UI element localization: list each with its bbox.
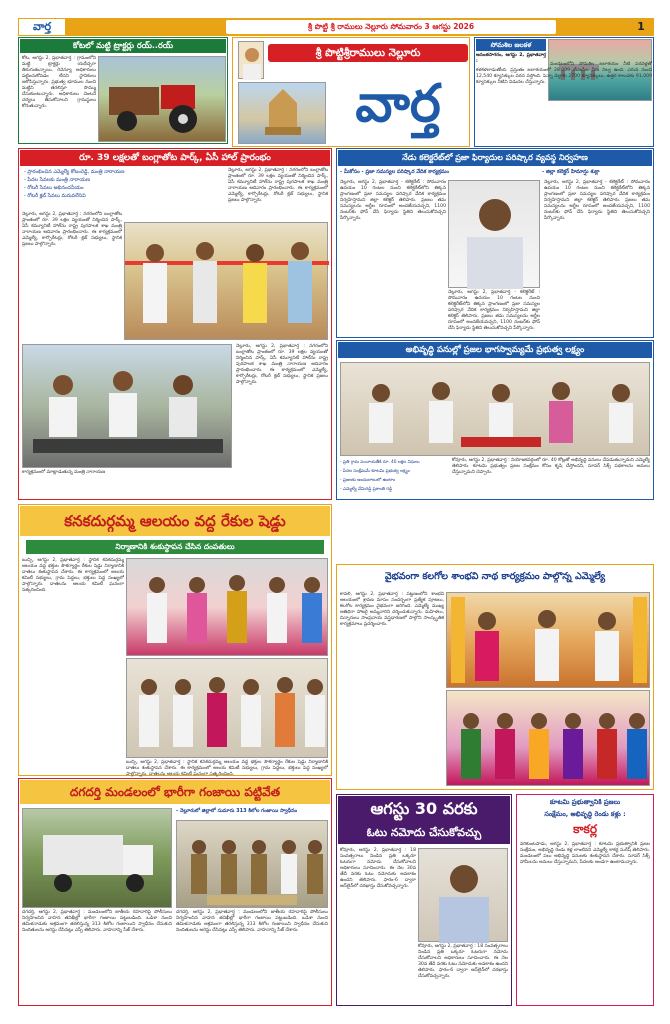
voter-photo	[418, 848, 508, 942]
welfare-header2: సంక్షేమం, అభివృద్ధి రెండు కళ్లు :	[544, 810, 626, 818]
ganja-photo-left	[22, 808, 172, 908]
collector-photo	[448, 180, 540, 288]
festival-photo-top	[446, 592, 650, 688]
development-bullet: - ఎమ్మెల్యే వేమిరెడ్డి ప్రశాంతి రెడ్డి	[340, 487, 393, 492]
festival-photo-bottom	[446, 690, 650, 786]
temple-photo-bottom	[126, 658, 328, 758]
welfare-header: కూటమి ప్రభుత్వానికి ప్రజలు	[549, 798, 621, 806]
development-bullet: - పేదల సంక్షేమమే కూటమి ప్రభుత్వ లక్ష్యం	[340, 469, 410, 474]
date-line: శ్రీ పొట్టి శ్రీ రాములు నెల్లూరు సోమవారం 3 ఆగస్టు 2026	[226, 20, 556, 34]
temple-photo-top	[126, 558, 328, 656]
somasila-dateline: అనంతసాగరం, ఆగస్టు 2, ప్రభాతవార్త :	[476, 53, 546, 64]
ganja-header: దగదర్తి మండలంలో భారీగా గంజాయి పట్టివేత	[20, 780, 330, 804]
page-number: 1	[637, 20, 645, 33]
people-icon	[127, 559, 329, 657]
festival-header: వైభవంగా కలగోల శాంభవి నాథ కార్యక్రమం పాల్గొన్న ఎమ్మెల్యే	[338, 566, 652, 588]
collector-subheader: - మీకోసం - ప్రజా సమస్యల పరిష్కార వేదిక కార్యక్రమం	[340, 169, 449, 175]
main-logo: వార్త	[355, 73, 441, 134]
truck-icon	[23, 809, 173, 909]
festival-body: కావలి, ఆగస్టు 2, ప్రభాతవార్త : పట్టణంలోని శాంభవి ఆలయంలో శ్రావణ మాసం సందర్భంగా ప్రత్యేక పూజలు, కలగోల కార్యక్రమం వైభవంగా జరిగింది. ఎమ్మెల్యే ముఖ్య అతిథిగా హాజరై అమ్మవారిని దర్శించుకున్నారు. మహిళలు, చిన్నారులు సాంప్రదాయ వస్త్రధారణలో పాల్గొని సాంస్కృతిక కార్యక్రమాలు ప్రదర్శించారు.	[340, 592, 444, 627]
temple-icon	[239, 83, 327, 145]
welfare-body: వరికుంటపాడు, ఆగస్టు 2, ప్రభాతవార్త : కూటమి ప్రభుత్వానికి ప్రజల సంక్షేమం, అభివృద్ధి రెండు కళ్ల లాంటివని ఎమ్మెల్యే కాకర్ల సురేష్ తెలిపారు. మండలంలో పలు అభివృద్ధి పనులకు శంకుస్థాపన చేశారు. సూపర్ సిక్స్ హామీలను అమలు చేస్తున్నామని, పేదలకు అండగా ఉంటామన్నారు.	[520, 842, 650, 865]
small-logo-text: వార్త	[32, 20, 52, 33]
park-bullet: - రోటరీ క్లబ్ సేవలు మరువలేనివి	[24, 193, 86, 199]
ganja-photo-right	[176, 820, 328, 908]
edition-title: శ్రీ పొట్టిశ్రీరాములు నెల్లూరు	[268, 44, 468, 62]
collector-body-right: నెల్లూరు, ఆగస్టు 2, ప్రభాతవార్త - కలెక్టరేట్ : సోమవారం ఉదయం 10 గంటల నుంచి కలెక్టరేట్‌లోని తిక్కన ప్రాంగణంలో ప్రజా సమస్యల పరిష్కార వేదిక కార్యక్రమం నిర్వహిస్తామని జిల్లా కలెక్టర్ తెలిపారు. ప్రజలు తమ సమస్యలను అర్జీల రూపంలో అందజేయవచ్చని, 1100 నంబర్‌కు ఫోన్ చేసి ఫిర్యాదు స్థితిని తెలుసుకోవచ్చని పేర్కొన్నారు.	[544, 180, 650, 221]
park-bullet: - పేదల సేవలకు మంత్రి నారాయణ	[24, 177, 90, 183]
development-bullet: - ప్రజలకు అందుబాటులో ఉంటాం	[340, 478, 396, 483]
voter-body-right: కోవూరు, ఆగస్టు 2, ప్రభాతవార్త : 18 సంవత్సరాలు నిండిన ప్రతి ఒక్కరూ ఓటరుగా నమోదు చేసుకోవాలని అధికారులు సూచించారు. ఈ నెల 30వ తేదీ వరకు ఓటు నమోదుకు అవకాశం ఉందని తెలిపారు. ఫారం-6 ద్వారా ఆన్‌లైన్‌లో దరఖాస్తు చేసుకోవచ్చన్నారు.	[418, 944, 508, 979]
tractor-photo	[98, 56, 226, 142]
park-caption: కార్యక్రమంలో మాట్లాడుతున్న మంత్రి నారాయణ	[22, 470, 106, 475]
ganja-body-right: దగదర్తి, ఆగస్టు 2, ప్రభాతవార్త : మండలంలోని జాతీయ రహదారిపై పోలీసులు నిర్వహించిన వాహన తనిఖీల్లో భారీగా గంజాయి పట్టుబడింది. ఒడిశా నుంచి తమిళనాడుకు అక్రమంగా తరలిస్తున్న 313 కిలోల గంజాయిని స్వాధీనం చేసుకుని నిందితులను అరెస్టు చేసినట్లు ఎస్పీ తెలిపారు. వాహనాన్ని సీజ్ చేశారు.	[176, 910, 328, 933]
collector-body-mid: నెల్లూరు, ఆగస్టు 2, ప్రభాతవార్త - కలెక్టరేట్ : సోమవారం ఉదయం 10 గంటల నుంచి కలెక్టరేట్‌లోని తిక్కన ప్రాంగణంలో ప్రజా సమస్యల పరిష్కార వేదిక కార్యక్రమం నిర్వహిస్తామని జిల్లా కలెక్టర్ తెలిపారు. ప్రజలు తమ సమస్యలను అర్జీల రూపంలో అందజేయవచ్చని, 1100 నంబర్‌కు ఫోన్ చేసి ఫిర్యాదు స్థితిని తెలుసుకోవచ్చని పేర్కొన్నారు.	[448, 290, 540, 331]
development-body: కోవూరు, ఆగస్టు 2, ప్రభాతవార్త : నియోజకవర్గంలో రూ. 40 కోట్లతో అభివృద్ధి పనులు చేపడుతున్నామని ఎమ్మెల్యే తెలిపారు. కూటమి ప్రభుత్వం ప్రజల సంక్షేమం కోసం కృషి చేస్తోందని, సూపర్ సిక్స్ పథకాలను అమలు చేస్తున్నామని చెప్పారు.	[452, 458, 650, 475]
people-icon	[447, 593, 651, 689]
temple-header: కనకదుర్గమ్మ ఆలయం వద్ద రేకుల షెడ్డు	[20, 506, 330, 536]
somasila-body: మండలంలోని సోమశిల జలాశయం నీటి పరవళ్లతో కళకళలాడుతోంది. ప్రస్తుతం జలాశయంలో 28.009 టీఎంసీల నీరు నిల్వ ఉంది. ఎగువ నుంచి 12,540 క్యూసెక్కుల వరద వస్తోంది. పెన్నా డెల్టాకు 2700 క్యూసెక్కులు, ఉత్తర కాలువకు 91,009 క్యూసెక్కుల నీటిని విడుదల చేస్తున్నారు.	[476, 62, 652, 85]
collector-body-left: నెల్లూరు, ఆగస్టు 2, ప్రభాతవార్త - కలెక్టరేట్ : సోమవారం ఉదయం 10 గంటల నుంచి కలెక్టరేట్‌లోని తిక్కన ప్రాంగణంలో ప్రజా సమస్యల పరిష్కార వేదిక కార్యక్రమం నిర్వహిస్తామని జిల్లా కలెక్టర్ తెలిపారు. ప్రజలు తమ సమస్యలను అర్జీల రూపంలో అందజేయవచ్చని, 1100 నంబర్‌కు ఫోన్ చేసి ఫిర్యాదు స్థితిని తెలుసుకోవచ్చని పేర్కొన్నారు.	[340, 180, 446, 221]
development-bullet: - ప్రతి గ్రామ పంచాయతీకి రూ. 40 లక్షల నిధులు	[340, 460, 420, 465]
portrait-icon	[239, 42, 265, 80]
temple-body-left: బుచ్చి, ఆగస్టు 2, ప్రభాతవార్త : స్థానిక కనకదుర్గమ్మ ఆలయం వద్ద భక్తుల సౌకర్యార్థం రేకుల షెడ్డు నిర్మాణానికి దాతలు శంకుస్థాపన చేశారు. ఈ కార్యక్రమంలో ఆలయ కమిటీ సభ్యులు, గ్రామ పెద్దలు, భక్తులు పెద్ద సంఖ్యలో పాల్గొన్నారు. దాతలను ఆలయ కమిటీ ఘనంగా సత్కరించింది.	[22, 558, 124, 593]
collector-sub2: - జిల్లా కలెక్టర్ హిమాన్షు శుక్లా	[542, 169, 600, 175]
people-icon	[125, 223, 329, 341]
voter-header2: ఓటు నమోదు చేసుకోవచ్చు	[338, 822, 510, 844]
people-icon	[127, 659, 329, 759]
park-bullet: - రోటరీ సేవలు అభినందనీయం	[24, 185, 84, 191]
park-body-right2: నెల్లూరు, ఆగస్టు 2, ప్రభాతవార్త : నగరంలోని బంగ్లాతోట ప్రాంతంలో రూ. 39 లక్షల వ్యయంతో నిర్మించిన పార్క్, ఏసీ కమ్యూనిటీ హాల్‌ను రాష్ట్ర పురపాలక శాఖ మంత్రి నారాయణ ఆదివారం ప్రారంభించారు. ఈ కార్యక్రమంలో ఎమ్మెల్యే, కార్పొరేటర్లు, రోటరీ క్లబ్ సభ్యులు, స్థానిక ప్రజలు పాల్గొన్నారు.	[236, 344, 328, 385]
park-bullet: - ప్రారంభించిన ఎమ్మెల్యే కోటంరెడ్డి, మంత్రి నారాయణ	[24, 169, 125, 175]
portrait-icon	[449, 181, 541, 289]
somasila-label: సోమశిల జలకళ	[476, 39, 546, 51]
people-icon	[447, 691, 651, 787]
people-icon	[341, 363, 651, 457]
park-body-right: నెల్లూరు, ఆగస్టు 2, ప్రభాతవార్త : నగరంలోని బంగ్లాతోట ప్రాంతంలో రూ. 39 లక్షల వ్యయంతో నిర్మించిన పార్క్, ఏసీ కమ్యూనిటీ హాల్‌ను రాష్ట్ర పురపాలక శాఖ మంత్రి నారాయణ ఆదివారం ప్రారంభించారు. ఈ కార్యక్రమంలో ఎమ్మెల్యే, కార్పొరేటర్లు, రోటరీ క్లబ్ సభ్యులు, స్థానిక ప్రజలు పాల్గొన్నారు.	[228, 168, 328, 203]
development-header: అభివృద్ధి పనుల్లో ప్రజల భాగస్వామ్యమే ప్రభుత్వ లక్ష్యం	[338, 342, 652, 358]
collector-header: నేడు కలెక్టరేట్‌లో ప్రజా ఫిర్యాదుల పరిష్కార వ్యవస్థ నిర్వహణ	[338, 150, 652, 166]
park-body-left: నెల్లూరు, ఆగస్టు 2, ప్రభాతవార్త : నగరంలోని బంగ్లాతోట ప్రాంతంలో రూ. 39 లక్షల వ్యయంతో నిర్మించిన పార్క్, ఏసీ కమ్యూనిటీ హాల్‌ను రాష్ట్ర పురపాలక శాఖ మంత్రి నారాయణ ఆదివారం ప్రారంభించారు. ఈ కార్యక్రమంలో ఎమ్మెల్యే, కార్పొరేటర్లు, రోటరీ క్లబ్ సభ్యులు, స్థానిక ప్రజలు పాల్గొన్నారు.	[22, 212, 122, 247]
park-bullets	[24, 168, 222, 210]
temple-photo	[238, 82, 326, 144]
park-header: రూ. 39 లక్షలతో బంగ్లాతోట పార్క్, ఏసీ హాల్ ప్రారంభం	[20, 150, 330, 166]
ganja-subheader: - నెల్లూరులో జిల్లాలో సుమారు 313 కిలోల గంజాయి స్వాధీనం	[176, 808, 298, 814]
development-bullets	[340, 458, 450, 496]
portrait-photo	[238, 41, 264, 79]
people-icon	[23, 345, 233, 469]
temple-subheader: నిర్మాణానికి శంకుస్థాపన చేసిన దంపతులు	[26, 540, 324, 554]
tractor-icon	[99, 57, 227, 143]
people-icon	[177, 821, 329, 909]
small-logo	[18, 18, 66, 36]
voter-body-left: కోవూరు, ఆగస్టు 2, ప్రభాతవార్త : 18 సంవత్సరాలు నిండిన ప్రతి ఒక్కరూ ఓటరుగా నమోదు చేసుకోవాలని అధికారులు సూచించారు. ఈ నెల 30వ తేదీ వరకు ఓటు నమోదుకు అవకాశం ఉందని తెలిపారు. ఫారం-6 ద్వారా ఆన్‌లైన్‌లో దరఖాస్తు చేసుకోవచ్చన్నారు.	[340, 848, 416, 889]
tractor-header: కోటలో మట్టి ట్రాక్టర్లు రయ్..రయ్	[20, 39, 226, 53]
voter-header: ఆగస్టు 30 వరకు	[338, 796, 510, 822]
tractor-body: కోట, ఆగస్టు 2, ప్రభాతవార్త : గ్రామంలోని మట్టి ట్రాక్టర్లు యథేచ్ఛగా తిరుగుతున్నాయి. రెవెన్యూ అధికారులు పట్టించుకోవడం లేదని స్థానికులు ఆరోపిస్తున్నారు. ప్రభుత్వ భూముల నుంచి మట్టిని తరలిస్తూ సొమ్ము చేసుకుంటున్నారు. అధికారులు వెంటనే చర్యలు తీసుకోవాలని గ్రామస్థులు కోరుతున్నారు.	[22, 56, 96, 109]
welfare-header3: కాకర్ల	[573, 822, 597, 836]
development-photo	[340, 362, 650, 456]
portrait-icon	[419, 849, 509, 943]
meal-photo	[22, 344, 232, 468]
temple-body-bottom: బుచ్చి, ఆగస్టు 2, ప్రభాతవార్త : స్థానిక కనకదుర్గమ్మ ఆలయం వద్ద భక్తుల సౌకర్యార్థం రేకుల షెడ్డు నిర్మాణానికి దాతలు శంకుస్థాపన చేశారు. ఈ కార్యక్రమంలో ఆలయ కమిటీ సభ్యులు, గ్రామ పెద్దలు, భక్తులు పెద్ద సంఖ్యలో పాల్గొన్నారు. దాతలను ఆలయ కమిటీ ఘనంగా సత్కరించింది.	[126, 760, 328, 777]
ganja-body-left: దగదర్తి, ఆగస్టు 2, ప్రభాతవార్త : మండలంలోని జాతీయ రహదారిపై పోలీసులు నిర్వహించిన వాహన తనిఖీల్లో భారీగా గంజాయి పట్టుబడింది. ఒడిశా నుంచి తమిళనాడుకు అక్రమంగా తరలిస్తున్న 313 కిలోల గంజాయిని స్వాధీనం చేసుకుని నిందితులను అరెస్టు చేసినట్లు ఎస్పీ తెలిపారు. వాహనాన్ని సీజ్ చేశారు.	[22, 910, 172, 933]
ribbon-cutting-photo	[124, 222, 328, 340]
